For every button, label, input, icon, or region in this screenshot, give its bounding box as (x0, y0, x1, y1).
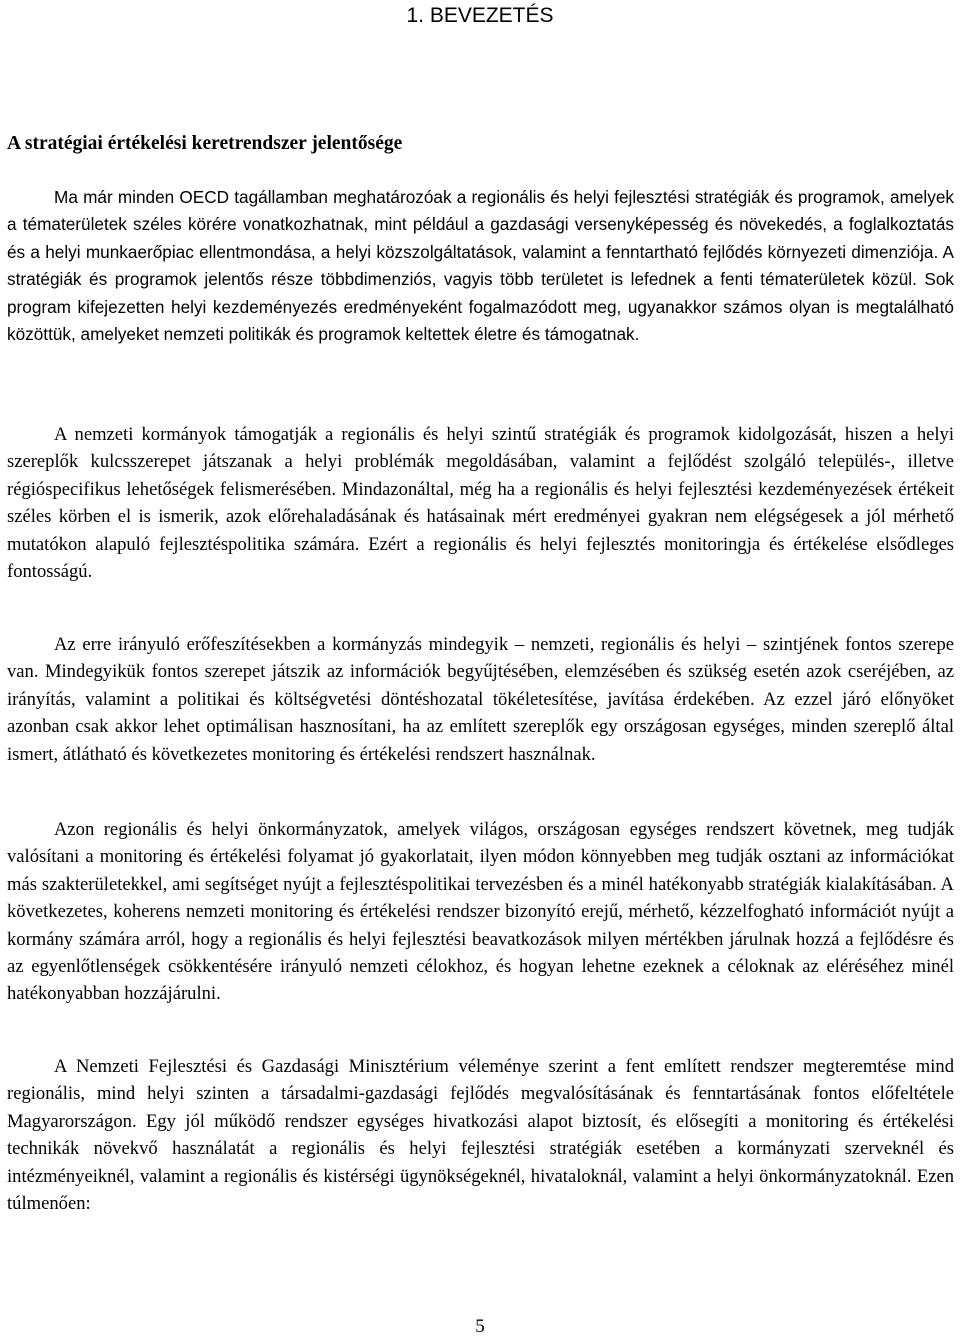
paragraph-5: A Nemzeti Fejlesztési és Gazdasági Minisztérium véleménye szerint a fent említett rendszer megteremtése mind regionális, mind helyi szinten a társadalmi-gazdasági fejlődés megvalósításának és fenntartásának fontos előfeltétele Magyarországon. Egy jól működő rendszer egységes hivatkozási alapot biztosít, és elősegíti a monitoring és értékelési technikák növekvő használatát a regionális és helyi fejlesztési stratégiák esetében a kormányzati szerveknél és intézményeiknél, valamint a regionális és kistérségi ügynökségeknél, hivataloknál, valamint a helyi önkormányzatoknál. Ezen túlmenően: (7, 1056, 954, 1215)
paragraph-2: A nemzeti kormányok támogatják a regionális és helyi szintű stratégiák és programok kidolgozását, hiszen a helyi szereplők kulcsszerepet játszanak a helyi problémák megoldásában, valamint a fejlődést szolgáló település-, illetve régióspecifikus lehetőségek felismerésében. Mindazonáltal, még ha a regionális és helyi fejlesztési kezdeményezések értékeit széles körben el is ismerik, azok előrehaladásának és hatásainak mért eredményei gyakran nem elégségesek a jól mérhető mutatókon alapuló fejlesztéspolitika számára. Ezért a regionális és helyi fejlesztés monitoringja és értékelése elsődleges fontosságú. (7, 424, 954, 583)
chapter-title: 1. BEVEZETÉS (406, 4, 554, 27)
paragraph-4: Azon regionális és helyi önkormányzatok, amelyek világos, országosan egységes rendszert követnek, meg tudják valósítani a monitoring és értékelési folyamat jó gyakorlatait, ilyen módon könnyebben meg tudják osztani az információkat más szakterületekkel, ami segítséget nyújt a fejlesztéspolitikai tervezésben és a minél hatékonyabb stratégiák kialakításában. A következetes, koherens nemzeti monitoring és értékelési rendszer bizonyító erejű, mérhető, kézzelfogható információt nyújt a kormány számára arról, hogy a regionális és helyi fejlesztési beavatkozások milyen mértékben járulnak hozzá a fejlődésre és az egyenlőtlenségek csökkentésére irányuló nemzeti célokhoz, és hogyan lehetne ezeknek a céloknak az eléréséhez minél hatékonyabban hozzájárulni. (7, 819, 954, 1005)
section-heading: A stratégiai értékelési keretrendszer jelentősége (7, 133, 403, 154)
paragraph-3: Az erre irányuló erőfeszítésekben a kormányzás mindegyik – nemzeti, regionális és helyi – szintjének fontos szerepe van. Mindegyikük fontos szerepet játszik az információk begyűjtésében, elemzésében és szükség esetén azok cseréjében, az irányítás, valamint a politikai és költségvetési döntéshozatal tökéletesítése, javítása érdekében. Az ezzel járó előnyöket azonban csak akkor lehet optimálisan hasznosítani, ha az említett szereplők egy országosan egységes, minden szereplő által ismert, átlátható és következetes monitoring és értékelési rendszert használnak. (7, 634, 954, 765)
page-number: 5 (475, 1316, 485, 1337)
paragraph-1: Ma már minden OECD tagállamban meghatározóak a regionális és helyi fejlesztési stratégiák és programok, amelyek a tématerületek széles körére vonatkozhatnak, mint például a gazdasági versenyképesség és növekedés, a foglalkoztatás és a helyi munkaerőpiac ellentmondása, a helyi közszolgáltatások, valamint a fenntartható fejlődés környezeti dimenziója. A stratégiák és programok jelentős része többdimenziós, vagyis több területet is lefednek a fenti tématerületek közül. Sok program kifejezetten helyi kezdeményezés eredményeként fogalmazódott meg, ugyanakkor számos olyan is megtalálható közöttük, amelyeket nemzeti politikák és programok keltettek életre és támogatnak. (7, 187, 954, 345)
